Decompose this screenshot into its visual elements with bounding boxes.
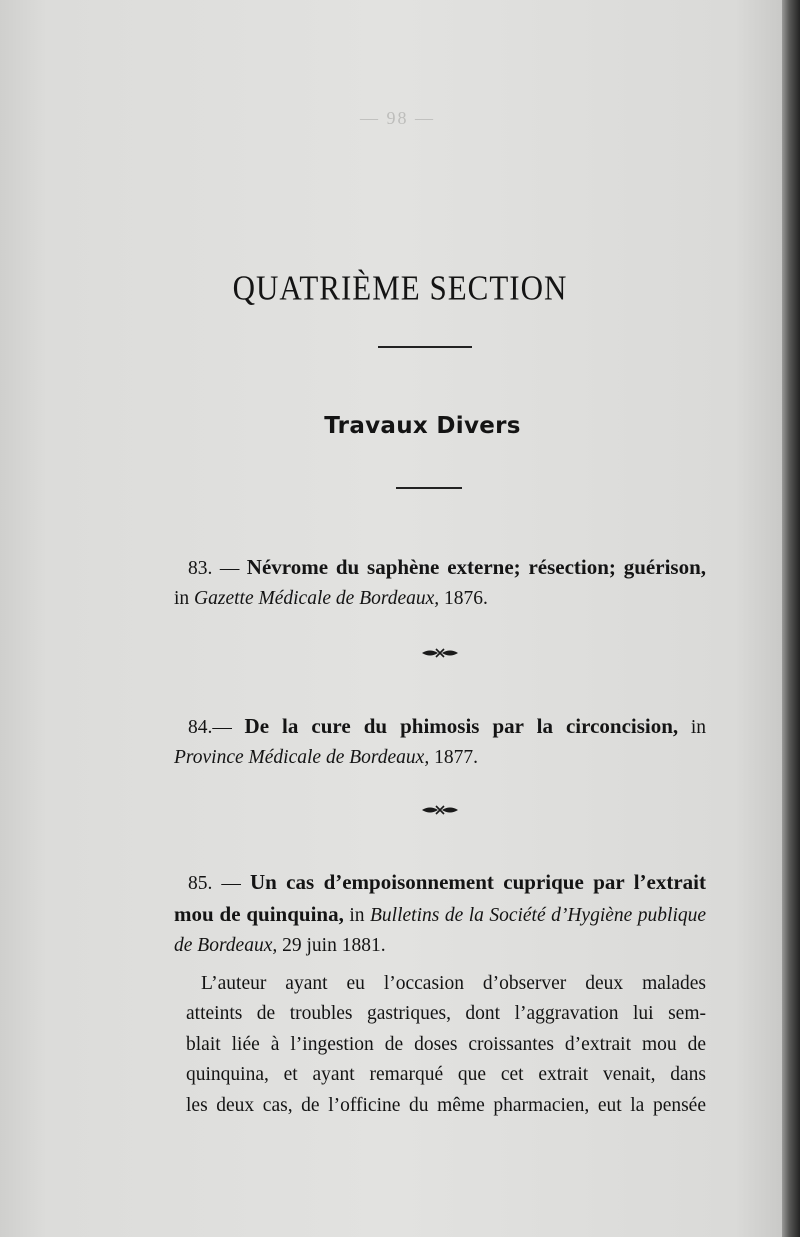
- entry-number: 85. —: [188, 873, 241, 894]
- entry-title: Névrome du saphène externe; résection; guérison,: [246, 555, 707, 579]
- entry-journal: Gazette Médicale de Bordeaux,: [194, 588, 440, 609]
- bleed-through-page-number: — 98 —: [360, 108, 435, 128]
- entry-title: Un cas d’empoisonnement cuprique par l’extrait mou de quinquina,: [174, 870, 707, 926]
- entry-in: in: [349, 905, 365, 926]
- entry-number: 83. —: [188, 558, 240, 579]
- entry-number: 84.—: [188, 717, 232, 738]
- entry-in: in: [690, 717, 707, 738]
- entry-date: 1876.: [444, 588, 488, 609]
- body-line: quinquina, et ayant remarqué que cet extrait venait, dans: [186, 1064, 706, 1086]
- entry-date: 1877.: [434, 747, 478, 768]
- body-line: atteints de troubles gastriques, dont l’aggravation lui sem-: [186, 1003, 706, 1025]
- ornament-divider-1: [420, 646, 460, 660]
- page-edge-shadow: [782, 0, 800, 1237]
- body-paragraph: [186, 969, 706, 1121]
- entry-85: [174, 867, 706, 961]
- body-line: les deux cas, de l’officine du même pharmacien, eut la pensée: [186, 1094, 706, 1116]
- body-line: blait liée à l’ingestion de doses croissantes d’extrait mou de: [186, 1033, 706, 1055]
- entry-date: 29 juin 1881.: [282, 935, 386, 956]
- sub-title: Travaux Divers: [324, 413, 521, 439]
- entry-title: De la cure du phimosis par la circoncision,: [244, 714, 679, 738]
- entry-84: [174, 711, 706, 773]
- section-title: QUATRIÈME SECTION: [232, 268, 568, 308]
- entry-journal: Bulletins de la Société d’Hygiène publique de Bordeaux,: [174, 905, 707, 956]
- subtitle-rule: [396, 487, 462, 489]
- title-rule: [378, 346, 472, 348]
- entry-in: in: [174, 588, 190, 609]
- ornament-divider-2: [420, 803, 460, 817]
- entry-83: [174, 552, 706, 614]
- body-line: L’auteur ayant eu l’occasion d’observer deux malades: [201, 973, 706, 994]
- entry-journal: Province Médicale de Bordeaux,: [174, 747, 430, 768]
